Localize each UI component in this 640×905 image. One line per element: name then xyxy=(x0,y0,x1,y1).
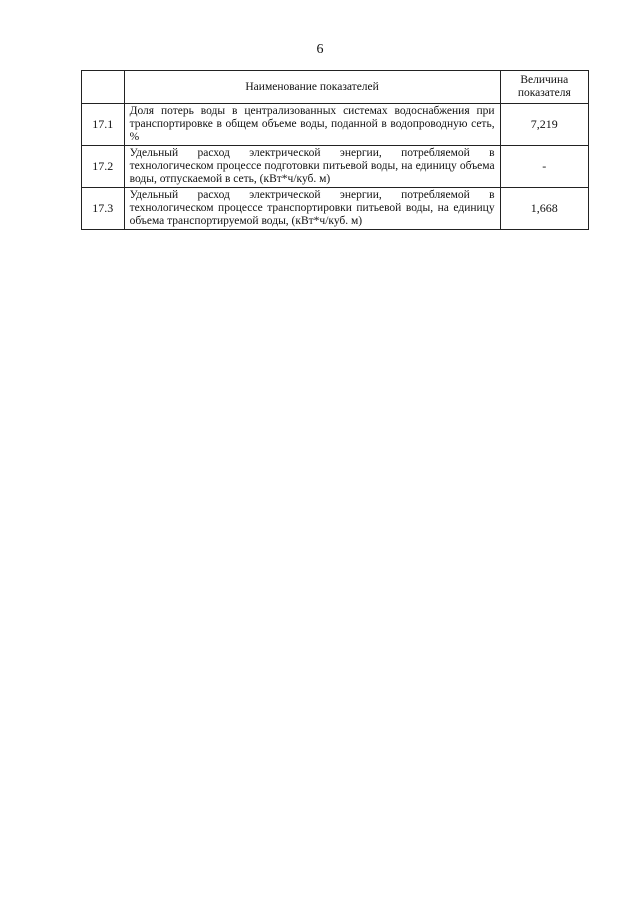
row-number: 17.1 xyxy=(82,104,125,146)
table-row xyxy=(82,188,589,230)
row-value: 1,668 xyxy=(500,188,588,230)
header-value: Величина показателя xyxy=(500,71,588,104)
header-name: Наименование показателей xyxy=(124,71,500,104)
indicators-table xyxy=(81,70,589,230)
table-header-row xyxy=(82,71,589,104)
row-value: 7,219 xyxy=(500,104,588,146)
row-number: 17.2 xyxy=(82,146,125,188)
header-number xyxy=(82,71,125,104)
table-row xyxy=(82,146,589,188)
row-name: Удельный расход электрической энергии, потребляемой в технологическом процессе подготовки питьевой воды, на единицу объема воды, отпускаемой в сеть, (кВт*ч/куб. м) xyxy=(124,146,500,188)
row-number: 17.3 xyxy=(82,188,125,230)
row-name: Доля потерь воды в централизованных системах водоснабжения при транспортировке в общем объеме воды, поданной в водопроводную сеть, % xyxy=(124,104,500,146)
page-number: 6 xyxy=(316,42,324,57)
table-row xyxy=(82,104,589,146)
row-name: Удельный расход электрической энергии, потребляемой в технологическом процессе транспортировки питьевой воды, на единицу объема транспортируемой воды, (кВт*ч/куб. м) xyxy=(124,188,500,230)
row-value: - xyxy=(500,146,588,188)
